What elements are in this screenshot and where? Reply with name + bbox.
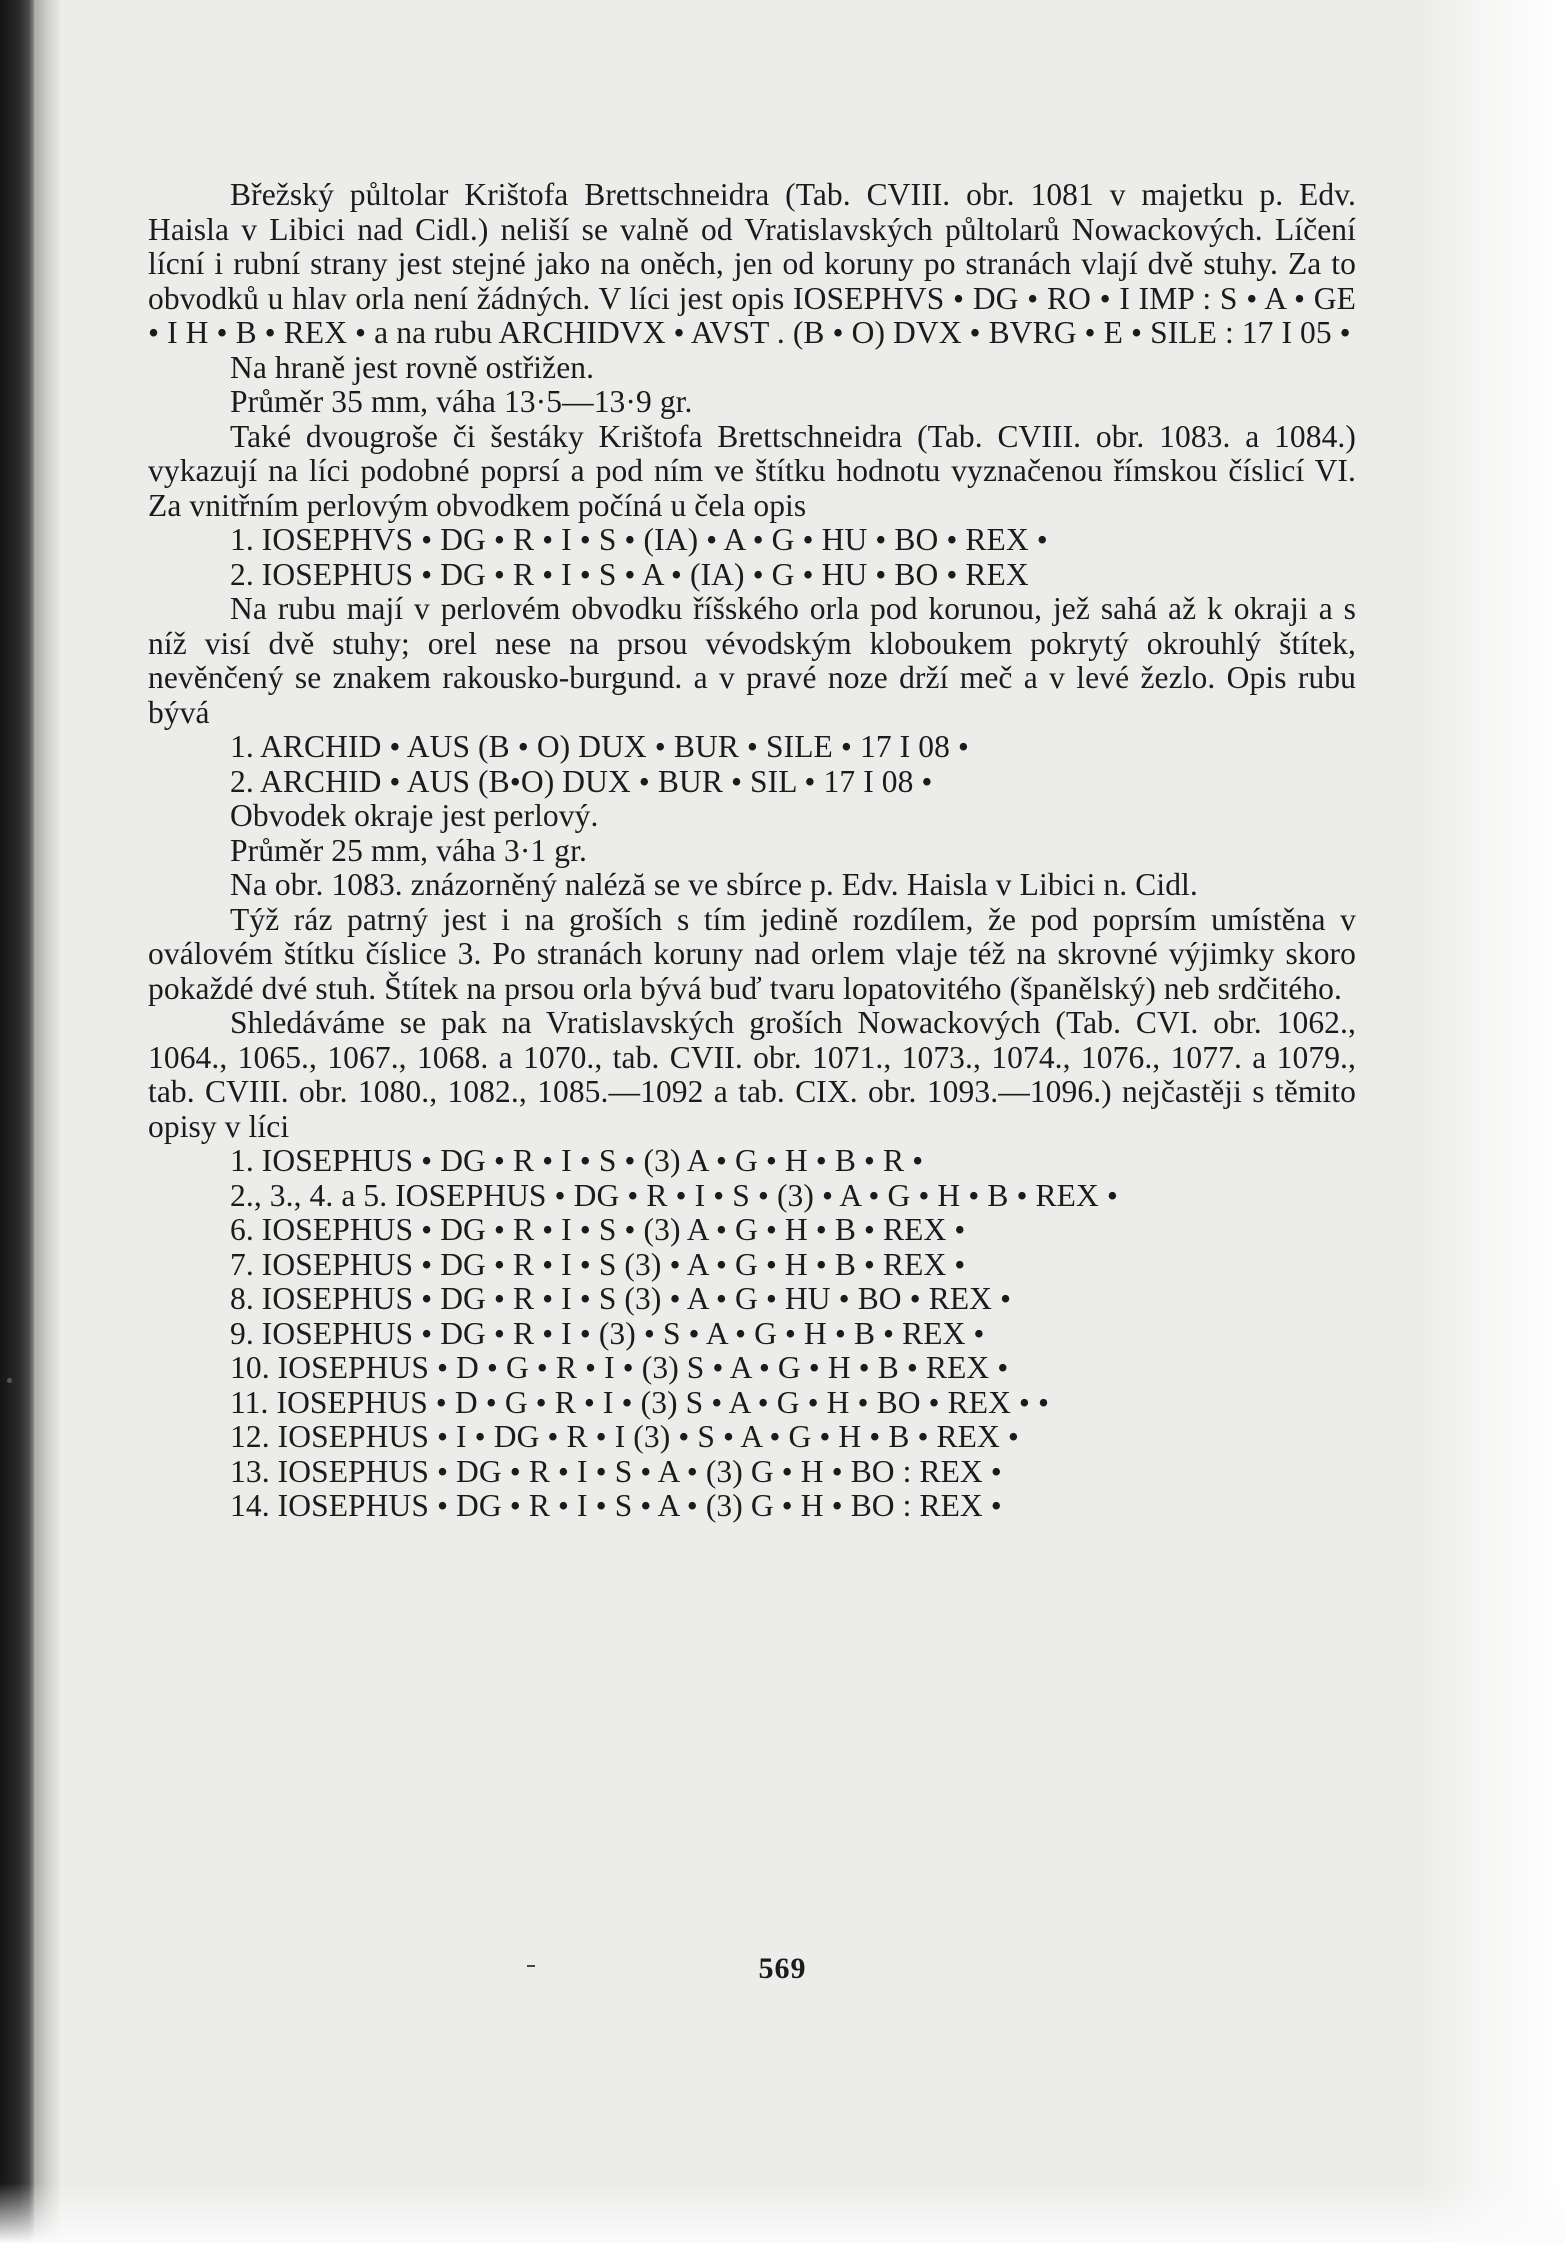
page-edge-right [1425,0,1565,2243]
list-item: 8. IOSEPHUS • DG • R • I • S (3) • A • G • HU • BO • REX • [230,1281,1012,1316]
list-item: 1. IOSEPHVS • DG • R • I • S • (IA) • A • G • HU • BO • REX • [230,522,1048,557]
list-item: 6. IOSEPHUS • DG • R • I • S • (3) A • G • H • B • REX • [230,1212,966,1247]
page-edge-bottom [0,2183,1565,2243]
paragraph-border: Obvodek okraje jest perlový. [230,798,599,833]
paragraph-reverse: Na rubu mají v perlovém obvodku říšského orla pod korunou, jež sahá až k okraji a s níž visí dvě stuhy; orel nese na prsou vévodským kloboukem pokrytý okrouhlý štítek, nevěnčený se znakem rakousko-burgund. a v pravé noze drží meč a v levé žezlo. Opis rubu bývá [148,591,1356,730]
paragraph-edge: Na hraně jest rovně ostřižen. [230,349,595,385]
paragraph-groschen: Týž ráz patrný jest i na groších s tím jedině rozdílem, že pod poprsím umístěna v oválovém štítku číslice 3. Po stranách koruny nad orlem vlaje též na skrovné výjimky skoro pokaždé dvé stuh. Štítek na prsou orla bývá buď tvaru lopatovitého (španělský) neb srdčitého. [148,901,1356,1006]
body-text [148,178,1356,1524]
list-item: 13. IOSEPHUS • DG • R • I • S • A • (3) G • H • BO : REX • [230,1453,1002,1489]
list-item: 14. IOSEPHUS • DG • R • I • S • A • (3) G • H • BO : REX • [230,1488,1002,1523]
list-item: 11. IOSEPHUS • D • G • R • I • (3) S • A • G • H • BO • REX • • [230,1384,1050,1420]
paragraph-two-groschen: Také dvougroše či šestáky Krištofa Brettschneidra (Tab. CVIII. obr. 1083. a 1084.) vykazují na líci podobné poprsí a pod ním ve štítku hodnotu vyznačenou římskou číslicí VI. Za vnitřním perlovým obvodkem počíná u čela opis [148,418,1356,523]
obverse-legend-list [148,523,1356,592]
list-item: 2. IOSEPHUS • DG • R • I • S • A • (IA) • G • HU • BO • REX [230,556,1029,592]
groschen-legend-list [148,1144,1356,1524]
list-item: 1. IOSEPHUS • DG • R • I • S • (3) A • G • H • B • R • [230,1143,924,1178]
list-item: 2., 3., 4. a 5. IOSEPHUS • DG • R • I • S • (3) • A • G • H • B • REX • [230,1177,1118,1213]
gutter-shading [34,0,60,2243]
list-item: 10. IOSEPHUS • D • G • R • I • (3) S • A • G • H • B • REX • [230,1350,1009,1385]
page-number: 569 [758,1952,807,1985]
book-spine-shadow [0,0,34,2243]
list-item: 9. IOSEPHUS • DG • R • I • (3) • S • A • G • H • B • REX • [230,1315,985,1351]
paragraph-half-taler: Břežský půltolar Krištofa Brettschneidra (Tab. CVIII. obr. 1081 v majetku p. Edv. Haisla v Libici nad Cidl.) neliší se valně od Vratislavských půltolarů Nowackových. Líčení lícní i rubní strany jest stejné jako na oněch, jen od koruny po stranách vlají dvě stuhy. Za to obvodků u hlav orla není žádných. V líci jest opis IOSEPHVS • DG • RO • I IMP : S • A • GE • I H • B • REX • a na rubu ARCHIDVX • AVST . (B • O) DVX • BVRG • E • SILE : 17 I 05 • [148,177,1356,350]
paragraph-vratislav: Shledáváme se pak na Vratislavských groších Nowackových (Tab. CVI. obr. 1062., 1064., 1065., 1067., 1068. a 1070., tab. CVII. obr. 1071., 1073., 1074., 1076., 1077. a 1079., tab. CVIII. obr. 1080., 1082., 1085.—1092 a tab. CIX. obr. 1093.—1096.) nejčastěji s těmito opisy v líci [148,1005,1356,1144]
paragraph-diameter: Průměr 35 mm, váha 13·5—13·9 gr. [230,384,693,419]
list-item: 12. IOSEPHUS • I • DG • R • I (3) • S • A • G • H • B • REX • [230,1419,1019,1454]
list-item: 1. ARCHID • AUS (B • O) DUX • BUR • SILE • 17 I 08 • [230,729,970,764]
list-item: 7. IOSEPHUS • DG • R • I • S (3) • A • G • H • B • REX • [230,1246,966,1282]
paragraph-diameter-2: Průměr 25 mm, váha 3·1 gr. [230,832,587,868]
reverse-legend-list [148,730,1356,799]
paragraph-collection: Na obr. 1083. znázorněný naléză se ve sbírce p. Edv. Haisla v Libici n. Cidl. [230,867,1198,902]
margin-speck [7,1378,12,1383]
list-item: 2. ARCHID • AUS (B•O) DUX • BUR • SIL • 17 I 08 • [230,763,933,799]
